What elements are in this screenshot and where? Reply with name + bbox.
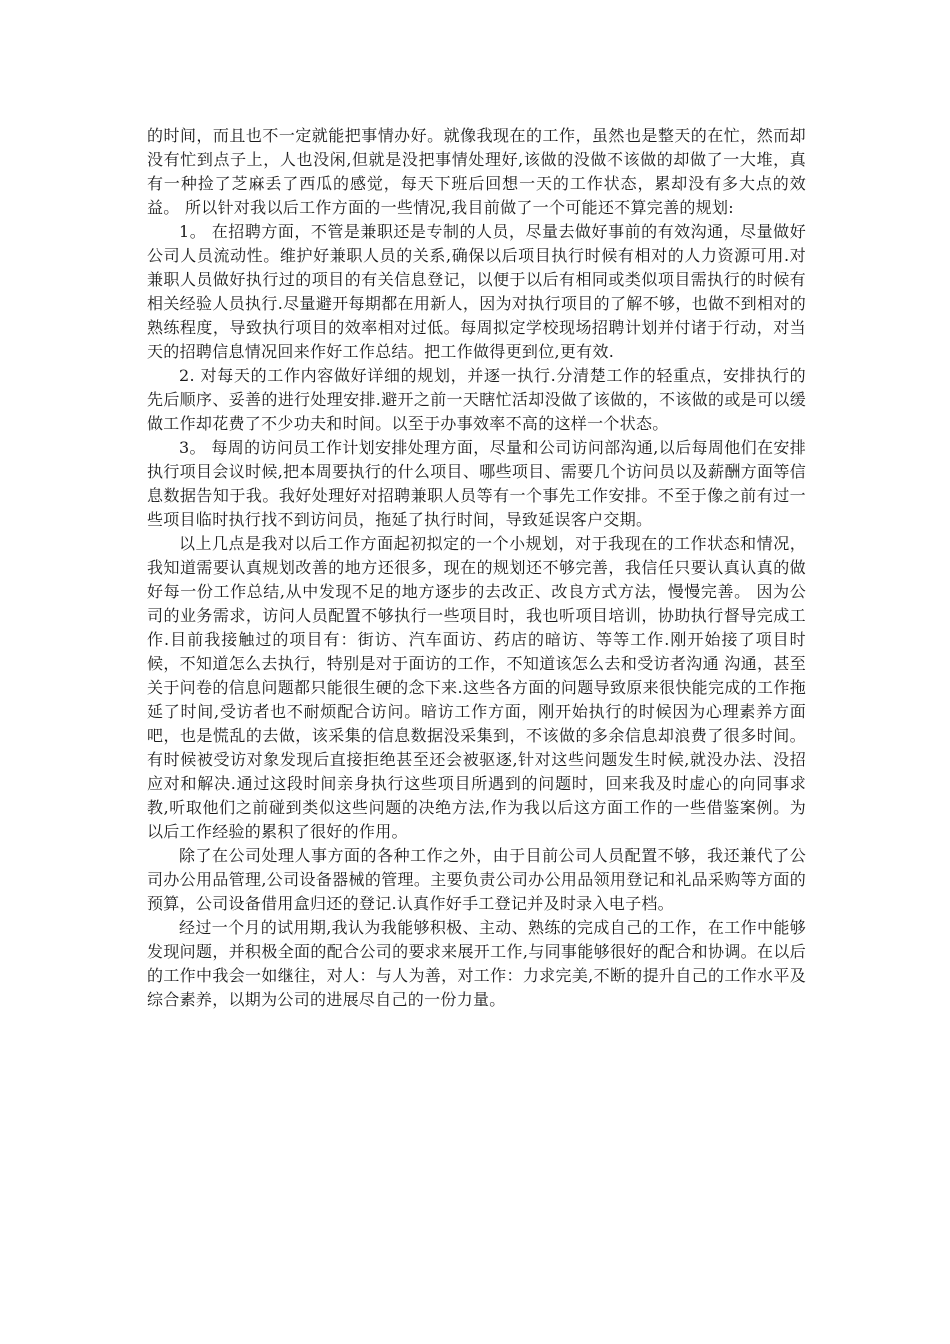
paragraph-conclusion: 经过一个月的试用期,我认为我能够积极、主动、熟练的完成自己的工作，在工作中能够发现问题，并积极全面的配合公司的要求来展开工作,与同事能够很好的配合和协调。在以后的工作中我会一如继往，对人：与人为善，对工作：力求完美,不断的提升自己的工作水平及综合素养，以期为公司的进展尽自己的一份力量。 bbox=[147, 918, 806, 1009]
paragraph-office-supplies: 除了在公司处理人事方面的各种工作之外，由于目前公司人员配置不够，我还兼代了公司办公用品管理,公司设备器械的管理。主要负责公司办公用品领用登记和礼品采购等方面的预算，公司设备借用盒归还的登记.认真作好手工登记并及时录入电子档。 bbox=[147, 846, 806, 913]
paragraph-intro-continued: 的时间，而且也不一定就能把事情办好。就像我现在的工作，虽然也是整天的在忙，然而却没有忙到点子上，人也没闲,但就是没把事情处理好,该做的没做不该做的却做了一大堆，真有一种捡了芝麻丢了西瓜的感觉，每天下班后回想一天的工作状态，累却没有多大点的效益。 所以针对我以后工作方面的一些情况,我目前做了一个可能还不算完善的规划: bbox=[147, 126, 806, 217]
paragraph-plan-item-3: 3。 每周的访问员工作计划安排处理方面，尽量和公司访问部沟通,以后每周他们在安排执行项目会议时候,把本周要执行的什么项目、哪些项目、需要几个访问员以及薪酬方面等信息数据告知于我。我好处理好对招聘兼职人员等有一个事先工作安排。不至于像之前有过一些项目临时执行找不到访问员，拖延了执行时间，导致延误客户交期。 bbox=[147, 438, 806, 529]
paragraph-summary-experience: 以上几点是我对以后工作方面起初拟定的一个小规划，对于我现在的工作状态和情况，我知道需要认真规划改善的地方还很多，现在的规划还不够完善，我信任只要认真认真的做好每一份工作总结,从中发现不足的地方逐步的去改正、改良方式方法，慢慢完善。 因为公司的业务需求，访问人员配置不够执行一些项目时，我也听项目培训，协助执行督导完成工作.目前我接触过的项目有：街访、汽车面访、药店的暗访、等等工作.刚开始接了项目时候，不知道怎么去执行，特别是对于面访的工作，不知道该怎么去和受访者沟通 沟通，甚至关于问卷的信息问题都只能很生硬的念下来.这些各方面的问题导致原来很快能完成的工作拖延了时间,受访者也不耐烦配合访问。暗访工作方面，刚开始执行的时候因为心理素养方面吧，也是慌乱的去做，该采集的信息数据没采集到，不该做的多余信息却浪费了很多时间。有时候被受访对象发现后直接拒绝甚至还会被驱逐,针对这些问题发生时候,就没办法、没招应对和解决.通过这段时间亲身执行这些项目所遇到的问题时，回来我及时虚心的向同事求教,听取他们之前碰到类似这些问题的决绝方法,作为我以后这方面工作的一些借鉴案例。为以后工作经验的累积了很好的作用。 bbox=[147, 534, 806, 841]
paragraph-plan-item-2: 2. 对每天的工作内容做好详细的规划，并逐一执行.分清楚工作的轻重点，安排执行的先后顺序、妥善的进行处理安排.避开之前一天瞎忙活却没做了该做的，不该做的或是可以缓做工作却花费了不少功夫和时间。以至于办事效率不高的这样一个状态。 bbox=[147, 366, 806, 433]
document-body bbox=[147, 124, 806, 1012]
paragraph-plan-item-1: 1。 在招聘方面，不管是兼职还是专制的人员，尽量去做好事前的有效沟通，尽量做好公司人员流动性。维护好兼职人员的关系,确保以后项目执行时候有相对的人力资源可用.对兼职人员做好执行过的项目的有关信息登记，以便于以后有相同或类似项目需执行的时候有相关经验人员执行.尽量避开每期都在用新人，因为对执行项目的了解不够，也做不到相对的熟练程度，导致执行项目的效率相对过低。每周拟定学校现场招聘计划并付诸于行动，对当天的招聘信息情况回来作好工作总结。把工作做得更到位,更有效. bbox=[147, 222, 806, 361]
